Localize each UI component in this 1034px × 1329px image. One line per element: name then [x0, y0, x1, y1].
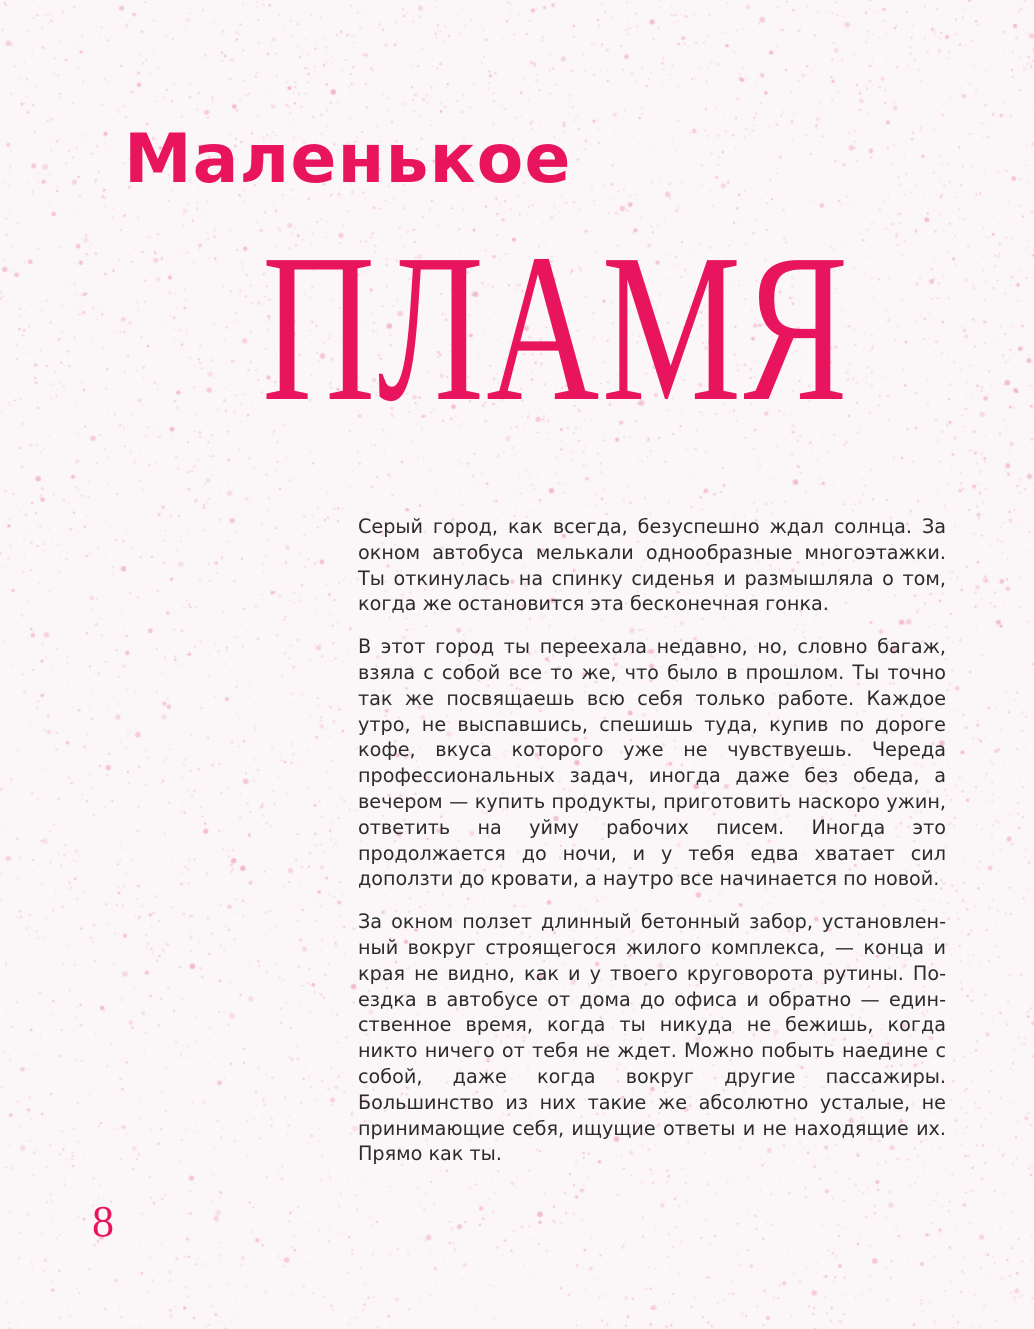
page-number: 8 — [92, 1197, 114, 1246]
paragraph-2: В этот город ты переехала недавно, но, словно багаж, взяла с собой все то же, что было в прошлом. Ты точно так же посвящаешь всю себя только работе. Каждое утро, не выспавшись, спешишь туда, купив по дороге кофе, вкуса которого уже не чувствуешь. Череда профессиональных задач, иногда даже без обеда, а вечером — купить продукты, приготовить наскоро ужин, ответить на уйму рабочих писем. Иногда это продолжается до ночи, и у тебя едва хватает сил доползти до кровати, а наутро все начинается по новой. — [358, 635, 946, 891]
paragraph-3: За окном ползет длинный бетонный забор, установленный вокруг строящегося жилого комплекса, — конца и края не видно, как и у твоего круговорота рутины. Поездка в автобусе от дома до офиса и обратно — единственное время, когда ты никуда не бежишь, когда никто ничего от тебя не ждет. Можно побыть наедине с собой, даже когда вокруг другие пассажиры. Большинство из них такие же абсолютно усталые, не принимающие себя, ищущие ответы и не находящие их. Прямо как ты. — [358, 910, 946, 1166]
title-line-1: Маленькое — [124, 120, 572, 199]
title-line-2: ПЛАМЯ — [262, 210, 851, 445]
body-text — [358, 514, 946, 1184]
paragraph-1: Серый город, как всегда, безуспешно ждал солнца. За окном автобуса мелькали однообразные многоэтажки. Ты откинулась на спинку сиденья и размышляла о том, когда же остановится эта бесконечная гонка. — [358, 515, 946, 616]
